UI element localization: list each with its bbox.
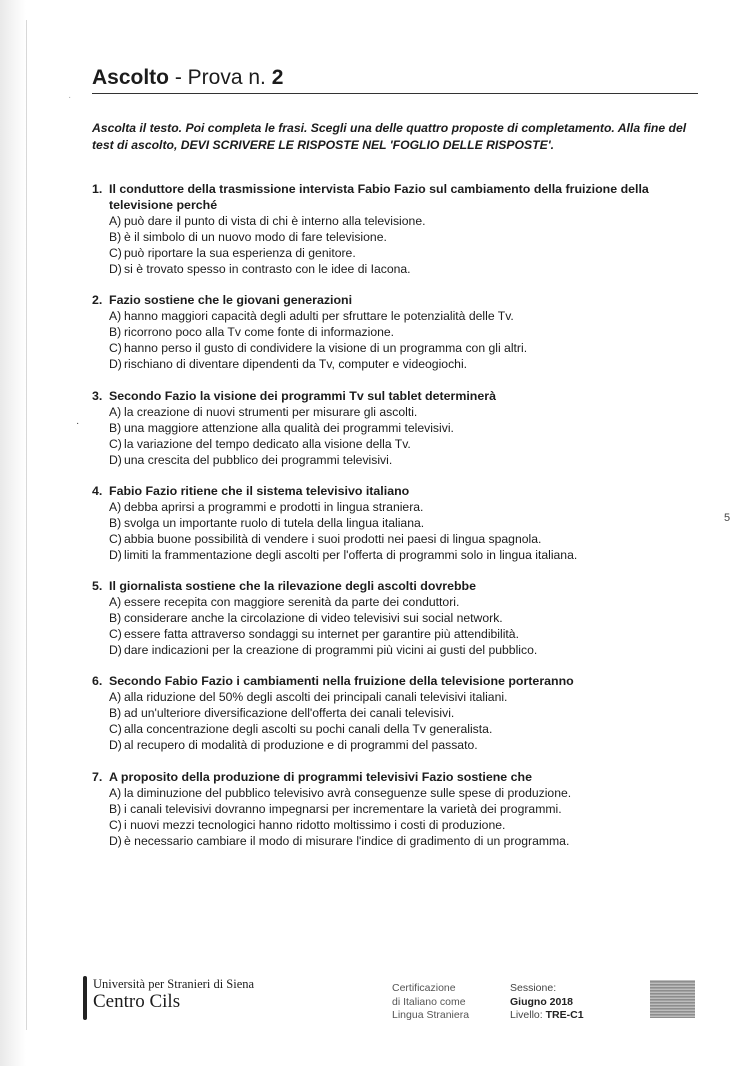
option-text: dare indicazioni per la creazione di programmi più vicini ai gusti del pubblico. xyxy=(124,643,538,658)
option-letter: C) xyxy=(109,341,122,356)
option-letter: A) xyxy=(109,595,122,610)
question-number: 5. xyxy=(92,579,103,594)
option-list xyxy=(92,689,712,753)
question-text: A proposito della produzione di programmi televisivi Fazio sostiene che xyxy=(109,769,532,784)
option-text: è necessario cambiare il modo di misurare l'indice di gradimento di un programma. xyxy=(124,833,570,848)
question-number: 4. xyxy=(92,483,103,498)
option-letter: D) xyxy=(109,738,122,753)
cert-line-3: Lingua Straniera xyxy=(392,1009,470,1021)
level-label: Livello: xyxy=(510,1009,546,1021)
option-letter: C) xyxy=(109,436,122,451)
option-text: i nuovi mezzi tecnologici hanno ridotto moltissimo i costi di produzione. xyxy=(124,817,506,832)
page-title xyxy=(92,66,698,90)
question-4 xyxy=(92,483,712,563)
option-c xyxy=(109,721,712,737)
question-7 xyxy=(92,769,712,849)
option-letter: D) xyxy=(109,833,122,848)
option-b xyxy=(109,229,712,245)
option-list xyxy=(92,213,712,277)
option-text: limiti la frammentazione degli ascolti per l'offerta di programmi solo in lingua italiana. xyxy=(124,547,578,562)
question-number: 6. xyxy=(92,674,103,689)
question-text: Il conduttore della trasmissione intervista Fabio Fazio sul cambiamento della fruizione della televisione perché xyxy=(109,182,649,212)
option-text: considerare anche la circolazione di video televisivi sui social network. xyxy=(124,611,503,626)
option-d xyxy=(109,452,712,468)
option-letter: B) xyxy=(109,801,122,816)
scan-speck-icon: · xyxy=(68,92,72,103)
option-letter: C) xyxy=(109,722,122,737)
option-a xyxy=(109,308,712,324)
option-a xyxy=(109,594,712,610)
option-list xyxy=(92,499,712,563)
question-text: Il giornalista sostiene che la rilevazione degli ascolti dovrebbe xyxy=(109,579,477,594)
option-d xyxy=(109,833,712,849)
question-text: Secondo Fazio la visione dei programmi Tv sul tablet determinerà xyxy=(109,388,496,403)
level-value: TRE-C1 xyxy=(545,1009,584,1021)
title-section: Ascolto xyxy=(92,66,170,89)
question-title xyxy=(92,181,712,213)
option-text: si è trovato spesso in contrasto con le idee di Iacona. xyxy=(124,262,411,276)
question-title xyxy=(92,673,712,689)
option-text: debba aprirsi a programmi e prodotti in lingua straniera. xyxy=(124,499,424,514)
option-letter: C) xyxy=(109,531,122,546)
certification-block xyxy=(392,982,469,1023)
question-title xyxy=(92,769,712,785)
option-letter: A) xyxy=(109,214,122,228)
option-text: al recupero di modalità di produzione e di programmi del passato. xyxy=(124,738,478,753)
question-title xyxy=(92,388,712,404)
scan-speck-icon: · xyxy=(76,418,80,429)
option-list xyxy=(92,308,712,372)
question-text: Fazio sostiene che le giovani generazioni xyxy=(109,293,353,308)
option-list xyxy=(92,785,712,849)
option-letter: A) xyxy=(109,499,122,514)
question-number: 2. xyxy=(92,293,103,308)
option-letter: B) xyxy=(109,325,122,340)
option-b xyxy=(109,705,712,721)
option-d xyxy=(109,261,712,277)
option-text: i canali televisivi dovranno impegnarsi per incrementare la varietà dei programmi. xyxy=(124,801,562,816)
option-b xyxy=(109,420,712,436)
question-text: Secondo Fabio Fazio i cambiamenti nella fruizione della televisione porteranno xyxy=(109,674,574,689)
option-text: una maggiore attenzione alla qualità dei programmi televisivi. xyxy=(124,420,454,435)
option-text: essere fatta attraverso sondaggi su internet per garantire più attendibilità. xyxy=(124,627,519,642)
option-letter: B) xyxy=(109,515,122,530)
option-b xyxy=(109,515,712,531)
option-letter: D) xyxy=(109,547,122,562)
option-text: ricorrono poco alla Tv come fonte di informazione. xyxy=(124,325,395,340)
option-letter: B) xyxy=(109,230,122,244)
option-letter: A) xyxy=(109,404,122,419)
instructions: Ascolta il testo. Poi completa le frasi. Scegli una delle quattro proposte di completamento. Alla fine del test di ascolto, DEVI SCRIVERE LE RISPOSTE NEL 'FOGLIO DELLE RISPOSTE'. xyxy=(92,121,687,152)
option-letter: A) xyxy=(109,785,122,800)
option-letter: C) xyxy=(109,246,122,260)
option-letter: B) xyxy=(109,611,122,626)
option-text: ad un'ulteriore diversificazione dell'offerta dei canali televisivi. xyxy=(124,706,455,721)
question-number: 3. xyxy=(92,388,103,403)
title-number: 2 xyxy=(271,66,284,89)
question-1 xyxy=(92,181,712,277)
option-d xyxy=(109,547,712,563)
session-block xyxy=(510,982,584,1023)
option-c xyxy=(109,817,712,833)
option-letter: C) xyxy=(109,817,122,832)
question-number: 1. xyxy=(92,182,103,196)
question-title xyxy=(92,483,712,499)
scan-edge-shadow xyxy=(0,0,26,1066)
option-text: la diminuzione del pubblico televisivo avrà conseguenze sulle spese di produzione. xyxy=(124,785,572,800)
option-letter: C) xyxy=(109,627,122,642)
cert-line-2: di Italiano come xyxy=(392,995,466,1008)
session-value: Giugno 2018 xyxy=(510,995,574,1008)
option-text: svolga un importante ruolo di tutela della lingua italiana. xyxy=(124,515,425,530)
option-letter: D) xyxy=(109,452,122,467)
option-c xyxy=(109,245,712,261)
option-text: la variazione del tempo dedicato alla visione della Tv. xyxy=(124,436,411,451)
title-rest: - Prova n. xyxy=(169,66,272,89)
option-a xyxy=(109,404,712,420)
option-c xyxy=(109,626,712,642)
page-header xyxy=(92,66,698,94)
logo-bar-icon xyxy=(83,976,87,1020)
option-d xyxy=(109,737,712,753)
cert-line-1: Certificazione xyxy=(392,982,456,994)
option-d xyxy=(109,642,712,658)
question-6 xyxy=(92,673,712,753)
option-b xyxy=(109,324,712,340)
option-text: può riportare la sua esperienza di genitore. xyxy=(124,246,356,260)
question-3 xyxy=(92,388,712,468)
option-letter: A) xyxy=(109,690,122,705)
option-text: alla concentrazione degli ascolti su pochi canali della Tv generalista. xyxy=(124,722,493,737)
logo-university-name: Università per Stranieri di Siena xyxy=(93,977,255,991)
barcode-icon xyxy=(650,980,695,1018)
option-letter: B) xyxy=(109,706,122,721)
option-list xyxy=(92,594,712,658)
question-list xyxy=(92,181,712,864)
logo-centre-name: Centro Cils xyxy=(93,991,181,1012)
level-line xyxy=(510,1009,584,1023)
option-b xyxy=(109,801,712,817)
option-c xyxy=(109,340,712,356)
option-text: hanno perso il gusto di condividere la visione di un programma con gli altri. xyxy=(124,341,528,356)
session-label: Sessione: xyxy=(510,982,557,994)
option-text: hanno maggiori capacità degli adulti per sfruttare le potenzialità delle Tv. xyxy=(124,309,514,324)
option-text: rischiano di diventare dipendenti da Tv, computer e videogiochi. xyxy=(124,357,468,372)
page-number: 5 xyxy=(724,512,731,524)
option-b xyxy=(109,610,712,626)
option-text: la creazione di nuovi strumenti per misurare gli ascolti. xyxy=(124,404,418,419)
option-a xyxy=(109,785,712,801)
option-letter: B) xyxy=(109,420,122,435)
question-2 xyxy=(92,292,712,372)
option-c xyxy=(109,436,712,452)
option-a xyxy=(109,213,712,229)
question-title xyxy=(92,578,712,594)
option-d xyxy=(109,356,712,372)
option-letter: D) xyxy=(109,643,122,658)
question-title xyxy=(92,292,712,308)
option-letter: D) xyxy=(109,262,122,276)
option-c xyxy=(109,531,712,547)
question-number: 7. xyxy=(92,769,103,784)
option-text: abbia buone possibilità di vendere i suoi prodotti nei paesi di lingua spagnola. xyxy=(124,531,542,546)
option-text: può dare il punto di vista di chi è interno alla televisione. xyxy=(124,214,426,228)
option-letter: A) xyxy=(109,309,122,324)
option-letter: D) xyxy=(109,357,122,372)
scan-edge-line xyxy=(26,20,27,1030)
question-5 xyxy=(92,578,712,658)
question-text: Fabio Fazio ritiene che il sistema televisivo italiano xyxy=(109,483,410,498)
option-text: è il simbolo di un nuovo modo di fare televisione. xyxy=(124,230,387,244)
option-text: essere recepita con maggiore serenità da parte dei conduttori. xyxy=(124,595,460,610)
option-a xyxy=(109,689,712,705)
option-list xyxy=(92,404,712,468)
option-text: una crescita del pubblico dei programmi televisivi. xyxy=(124,452,393,467)
option-a xyxy=(109,499,712,515)
option-text: alla riduzione del 50% degli ascolti dei principali canali televisivi italiani. xyxy=(124,690,508,705)
